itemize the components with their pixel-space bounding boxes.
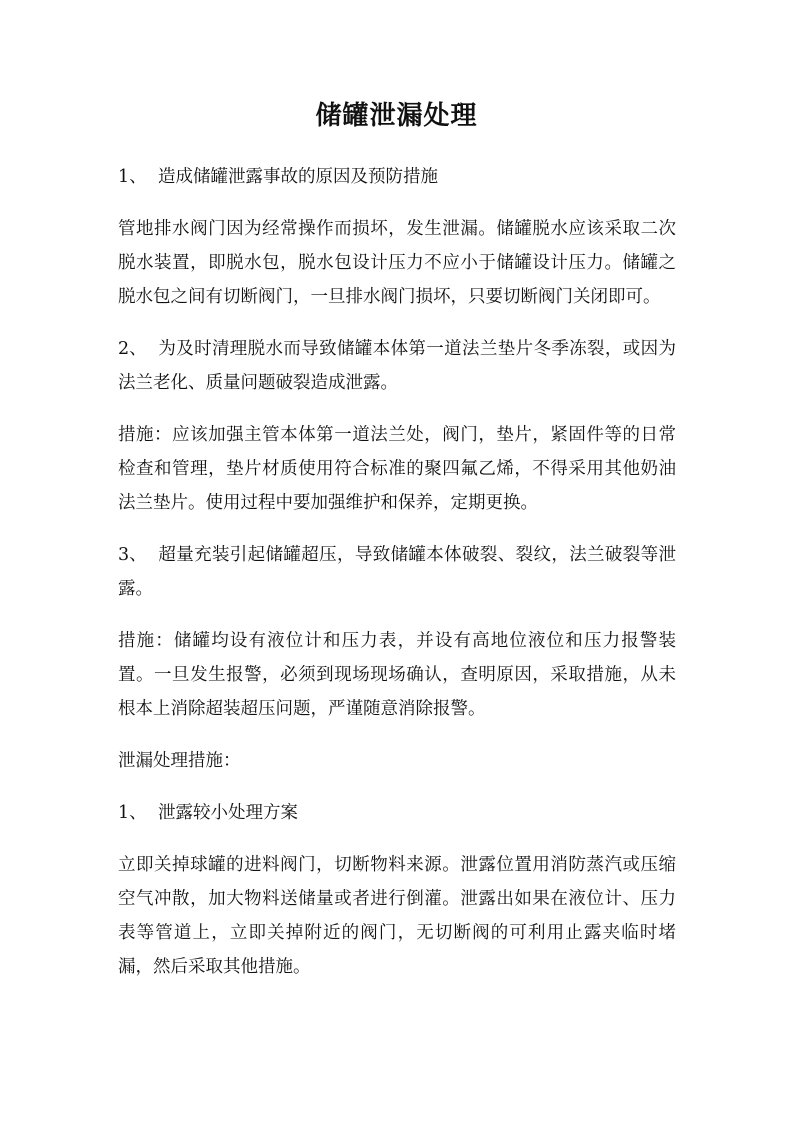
paragraph-leak-measures-heading: 泄漏处理措施： [118, 751, 241, 771]
item-number: 3、 [118, 545, 147, 565]
paragraph-small-leak-plan: 立即关掉球罐的进料阀门，切断物料来源。泄露位置用消防蒸汽或压缩空气冲散，加大物料送储量或者进行倒灌。泄露出如果在液位计、压力表等管道上，立即关掉附近的阀门，无切断阀的可利用止露夹临时堵漏，然后采取其他措施。 [118, 855, 676, 977]
document-title: 储罐泄漏处理 [315, 101, 478, 131]
section-item-2 [118, 332, 676, 400]
item-text: 泄露较小处理方案 [158, 803, 298, 823]
item-number: 1、 [118, 803, 147, 823]
item-number: 1、 [118, 167, 147, 187]
item-number: 2、 [118, 339, 147, 359]
paragraph-measures-flange: 措施：应该加强主管本体第一道法兰处，阀门，垫片，紧固件等的日常检查和管理，垫片材质使用符合标准的聚四氟乙烯，不得采用其他奶油法兰垫片。使用过程中要加强维护和保养，定期更换。 [118, 425, 676, 513]
section-small-leak [118, 796, 676, 830]
paragraph-drain-valve: 管地排水阀门因为经常操作而损坏，发生泄漏。储罐脱水应该采取二次脱水装置，即脱水包，脱水包设计压力不应小于储罐设计压力。储罐之脱水包之间有切断阀门，一旦排水阀门损坏，只要切断阀门关闭即可。 [118, 219, 676, 307]
paragraph-measures-alarm: 措施：储罐均设有液位计和压力表，并设有高地位液位和压力报警装置。一旦发生报警，必须到现场现场确认，查明原因，采取措施，从未根本上消除超装超压问题，严谨随意消除报警。 [118, 631, 676, 719]
section-item-3 [118, 538, 676, 606]
document-body [118, 160, 676, 1002]
item-text: 造成储罐泄露事故的原因及预防措施 [158, 167, 438, 187]
section-heading-causes [118, 160, 676, 194]
item-text: 超量充装引起储罐超压，导致储罐本体破裂、裂纹，法兰破裂等泄露。 [118, 545, 676, 599]
item-text: 为及时清理脱水而导致储罐本体第一道法兰垫片冬季冻裂，或因为法兰老化、质量问题破裂造成泄露。 [118, 339, 676, 393]
